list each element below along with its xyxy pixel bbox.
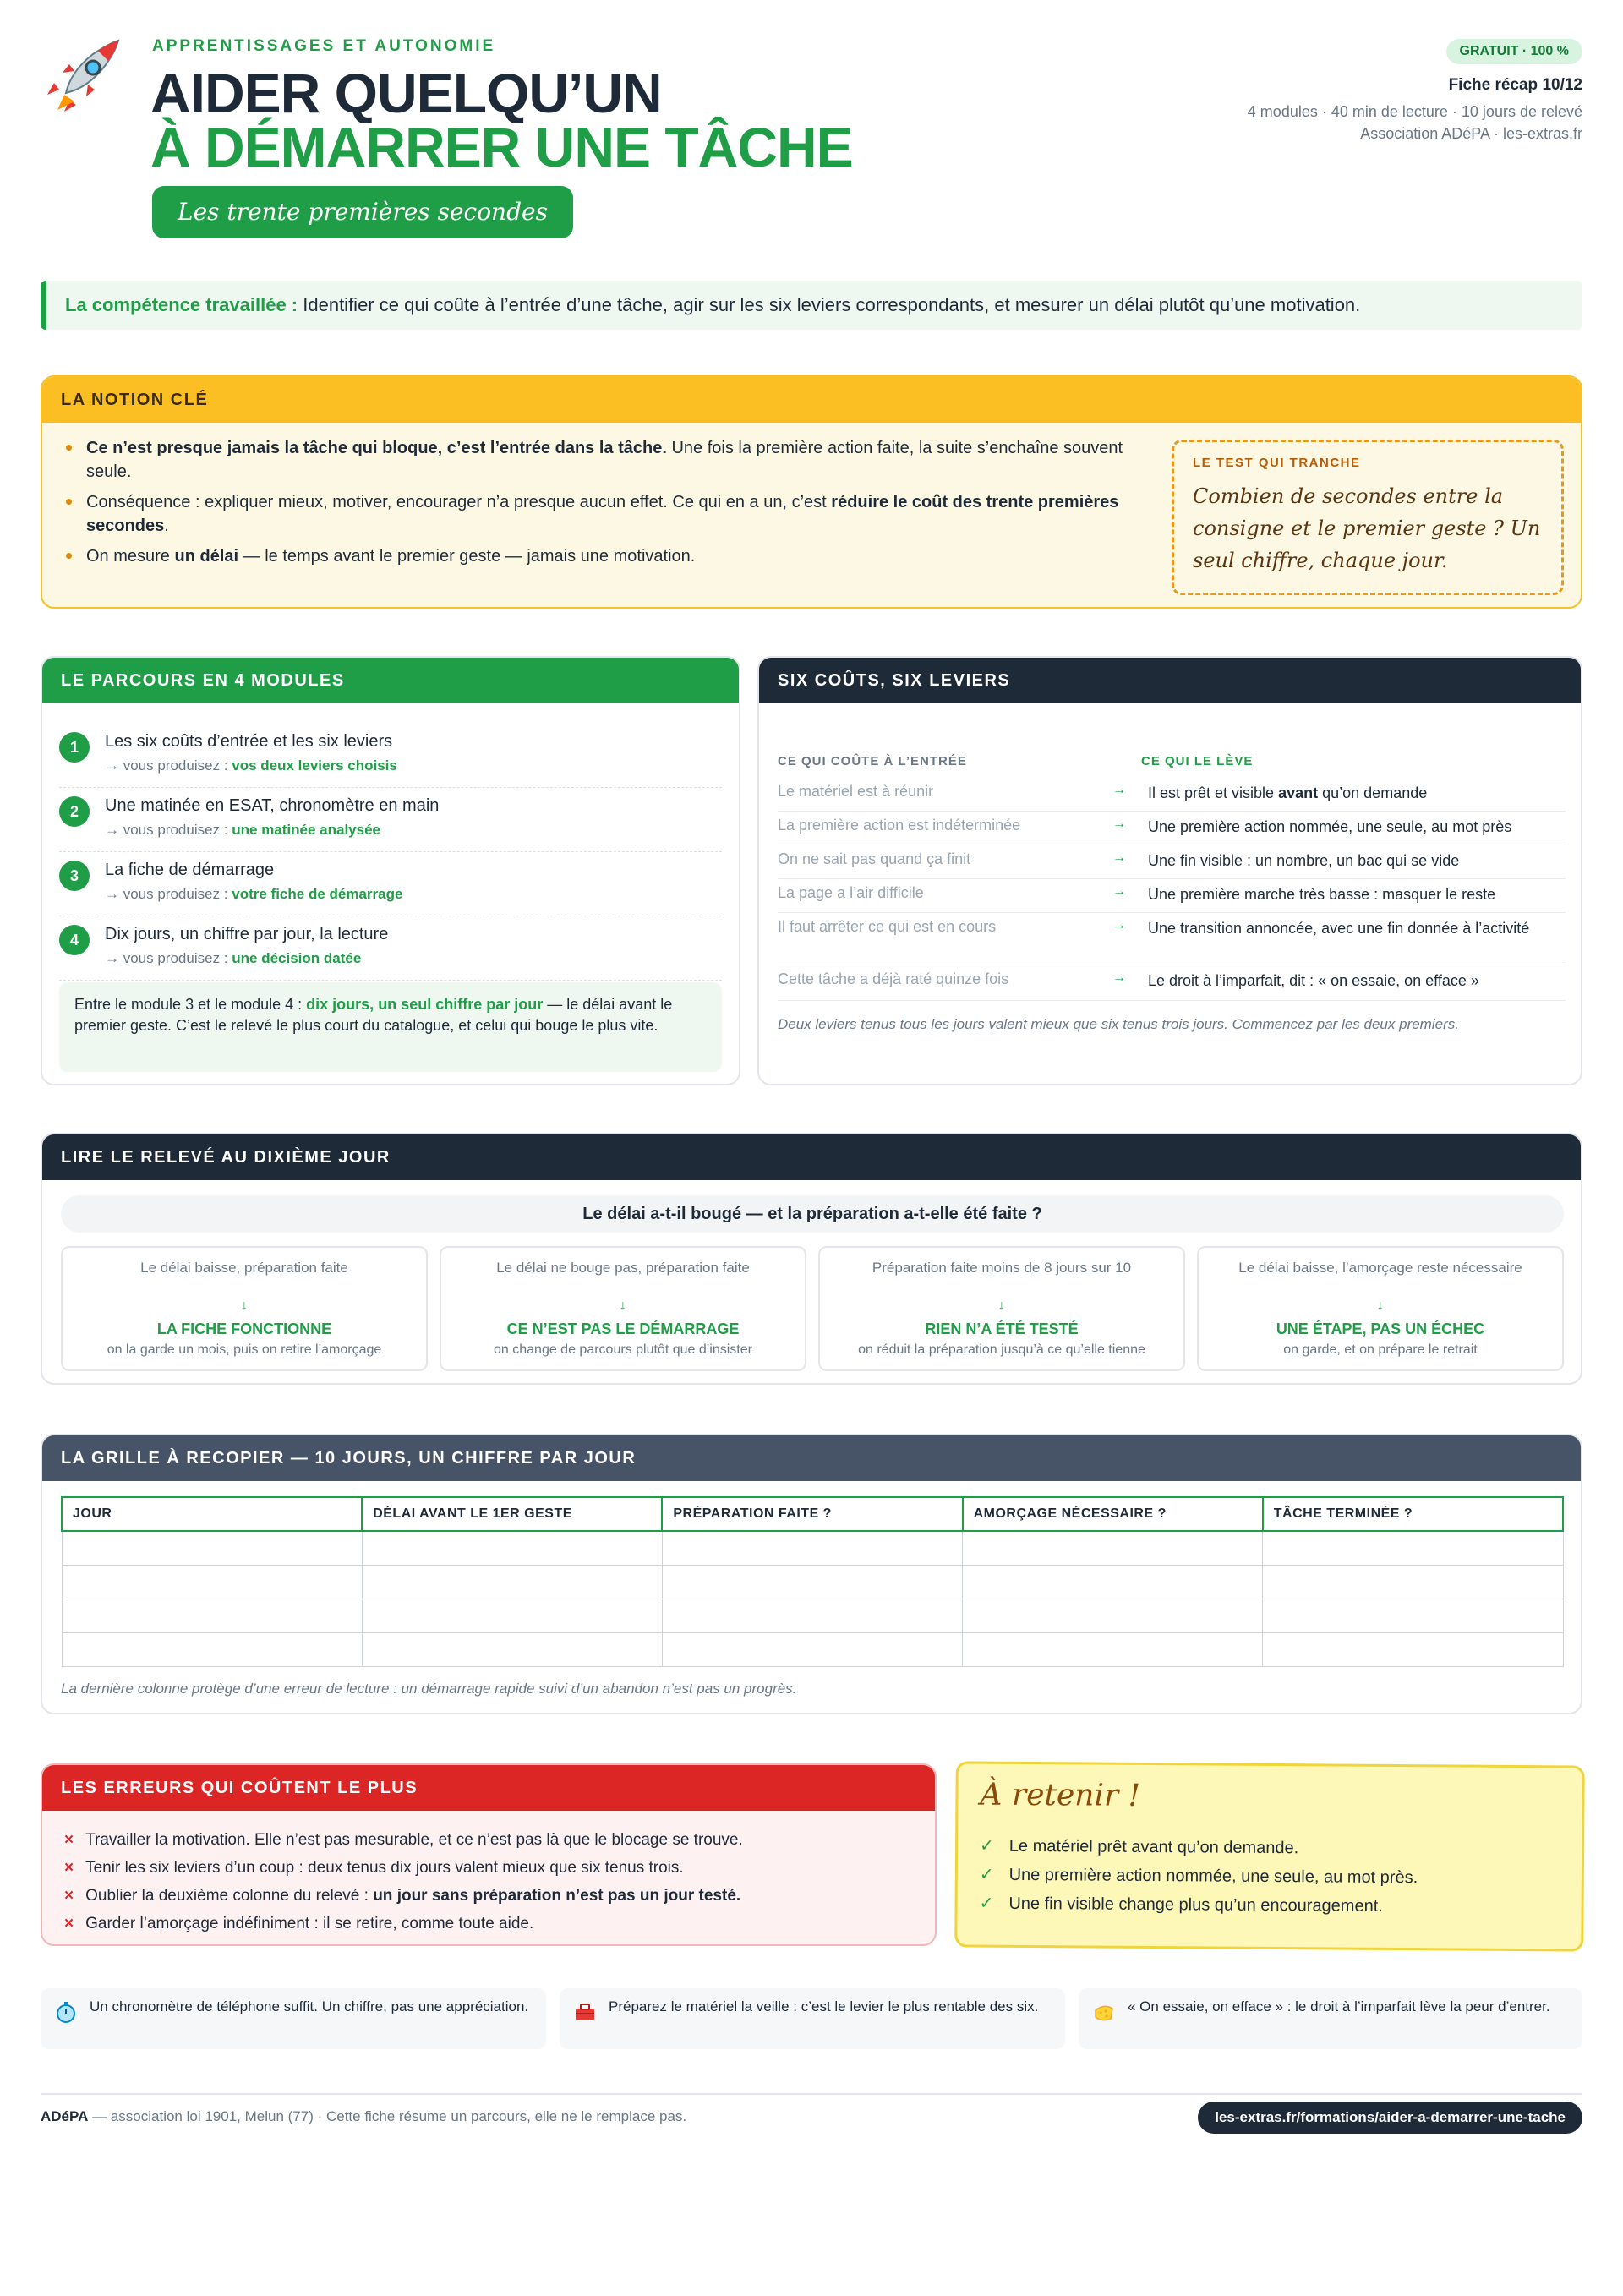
down-arrow-icon: ↓ <box>620 1298 626 1313</box>
kicker: APPRENTISSAGES ET AUTONOMIE <box>152 37 496 55</box>
module-output-prefix: → vous produisez : <box>105 757 228 774</box>
arrow-icon: → <box>1112 884 1126 899</box>
table-cell <box>1263 1599 1563 1632</box>
module-output <box>105 950 361 967</box>
module-output-value: une matinée analysée <box>232 822 381 838</box>
note-bold: dix jours, un seul chiffre par jour <box>306 996 544 1013</box>
retenir-title: À retenir ! <box>980 1777 1141 1813</box>
toolbox-icon <box>573 2000 597 2024</box>
free-badge: GRATUIT · 100 % <box>1446 39 1583 64</box>
notion-bullet-end: . <box>164 517 169 535</box>
rocket-icon <box>41 34 125 118</box>
table-cell <box>362 1565 662 1599</box>
retenir-text: Le matériel prêt avant qu’on demande. <box>1008 1836 1299 1858</box>
table-cell <box>662 1632 962 1666</box>
sponge-icon <box>1092 2000 1116 2024</box>
cost-text: La page a l’air difficile <box>778 884 924 901</box>
cross-icon: × <box>64 1859 74 1877</box>
table-cell <box>662 1565 962 1599</box>
outcome-case <box>1197 1246 1564 1371</box>
retenir-text: Une première action nommée, une seule, au mot près. <box>1008 1865 1418 1888</box>
cross-icon: × <box>64 1915 74 1932</box>
cost-text: On ne sait pas quand ça finit <box>778 850 971 867</box>
module-output-prefix: → vous produisez : <box>105 950 228 966</box>
column-header: DÉLAI AVANT LE 1ER GESTE <box>362 1497 662 1531</box>
col-header-cost: CE QUI COÛTE À L’ENTRÉE <box>778 754 967 768</box>
grille-footnote: La dernière colonne protège d’une erreur de lecture : un démarrage rapide suivi d’un abandon n’est pas un progrès. <box>61 1681 797 1697</box>
cross-icon: × <box>64 1831 74 1849</box>
note-text: Entre le module 3 et le module 4 : <box>74 996 303 1013</box>
module-output <box>105 886 402 903</box>
lever-text: Une fin visible : un nombre, un bac qui se vide <box>1148 852 1460 869</box>
notion-bullet-bold: réduire le coût des trente premières secondes <box>86 493 1119 535</box>
notion-bullet <box>63 490 1161 538</box>
error-item <box>64 1910 743 1938</box>
parcours-card <box>41 656 740 1085</box>
error-text: Tenir les six leviers d’un coup : deux tenus dix jours valent mieux que six tenus trois. <box>85 1859 684 1877</box>
case-verdict: CE N’EST PAS LE DÉMARRAGE <box>506 1320 740 1337</box>
erreurs-title: LES ERREURS QUI COÛTENT LE PLUS <box>42 1765 935 1811</box>
six-footnote: Deux leviers tenus tous les jours valent mieux que six tenus trois jours. Commencez par les deux premiers. <box>778 1016 1459 1032</box>
notion-bullet-text: — le temps avant le premier geste — jamais une motivation. <box>243 547 696 566</box>
notion-card <box>41 375 1582 609</box>
lever-row <box>778 970 1566 1001</box>
table-cell <box>963 1599 1263 1632</box>
competence-banner <box>41 281 1582 330</box>
lire-question: Le délai a-t-il bougé — et la préparation a-t-elle été faite ? <box>61 1195 1564 1233</box>
table-row <box>62 1565 1563 1599</box>
case-condition: Préparation faite moins de 8 jours sur 10 <box>872 1260 1132 1276</box>
six-leviers-card <box>757 656 1582 1085</box>
column-header: AMORÇAGE NÉCESSAIRE ? <box>963 1497 1263 1531</box>
cost-text: Il faut arrêter ce qui est en cours <box>778 918 997 935</box>
lire-card <box>41 1133 1582 1385</box>
arrow-icon: → <box>1112 817 1126 831</box>
module-title: La fiche de démarrage <box>105 861 275 879</box>
lever-row <box>778 884 1566 913</box>
check-icon: ✓ <box>979 1894 994 1913</box>
error-text: Garder l’amorçage indéfiniment : il se retire, comme toute aide. <box>85 1915 534 1932</box>
outcome-case <box>440 1246 806 1371</box>
case-verdict: UNE ÉTAPE, PAS UN ÉCHEC <box>1276 1320 1485 1337</box>
lever-text: Une transition annoncée, avec une fin donnée à l’activité <box>1148 920 1530 937</box>
notion-bullet-text: Conséquence : expliquer mieux, motiver, encourager n’a presque aucun effet. Ce qui en a un, c’est <box>86 493 827 511</box>
grille-title: LA GRILLE À RECOPIER — 10 JOURS, UN CHIFFRE PAR JOUR <box>42 1435 1581 1481</box>
page-title-line2: À DÉMARRER UNE TÂCHE <box>150 116 853 178</box>
lever-text <box>1148 783 1566 803</box>
tip-text: « On essaie, on efface » : le droit à l’imparfait lève la peur d’entrer. <box>1128 1998 1550 2014</box>
lever-row <box>778 850 1566 879</box>
retenir-item <box>980 1861 1418 1893</box>
meta-line-2: Association ADéPA · les-extras.fr <box>1360 125 1582 142</box>
competence-text: Identifier ce qui coûte à l’entrée d’une tâche, agir sur les six leviers correspondants, et mesurer un délai plutôt qu’une motivation. <box>303 294 1361 315</box>
error-item <box>64 1826 743 1854</box>
meta-line-1: 4 modules · 40 min de lecture · 10 jours de relevé <box>1247 103 1582 120</box>
erreurs-card <box>41 1763 937 1946</box>
module-output <box>105 822 380 839</box>
error-text-bold: un jour sans préparation n’est pas un jour testé. <box>373 1887 741 1905</box>
case-action: on la garde un mois, puis on retire l’amorçage <box>107 1342 382 1357</box>
module-number: 3 <box>59 861 90 891</box>
case-verdict: RIEN N’A ÉTÉ TESTÉ <box>925 1320 1079 1337</box>
notion-bullet-text: On mesure <box>86 547 170 566</box>
outcome-case <box>818 1246 1185 1371</box>
case-condition: Le délai baisse, préparation faite <box>140 1260 348 1276</box>
notion-bullet-bold: un délai <box>174 547 239 566</box>
notion-title: LA NOTION CLÉ <box>42 377 1581 423</box>
module-item <box>59 854 722 916</box>
tip-text: Préparez le matériel la veille : c’est le levier le plus rentable des six. <box>609 1998 1039 2014</box>
lire-title: LIRE LE RELEVÉ AU DIXIÈME JOUR <box>42 1134 1581 1180</box>
table-cell <box>362 1599 662 1632</box>
subtitle-pill: Les trente premières secondes <box>152 186 573 238</box>
module-output-value: votre fiche de démarrage <box>232 886 403 902</box>
fiche-number: Fiche récap 10/12 <box>1448 76 1582 94</box>
column-header: JOUR <box>62 1497 362 1531</box>
case-condition: Le délai ne bouge pas, préparation faite <box>496 1260 750 1276</box>
module-item <box>59 790 722 852</box>
table-row <box>62 1632 1563 1666</box>
module-item <box>59 725 722 788</box>
table-row <box>62 1599 1563 1632</box>
arrow-icon: → <box>1112 783 1126 797</box>
cost-text: Cette tâche a déjà raté quinze fois <box>778 970 1009 987</box>
grille-table <box>61 1496 1564 1667</box>
module-item <box>59 918 722 981</box>
lever-text: Le droit à l’imparfait, dit : « on essaie, on efface » <box>1148 972 1479 989</box>
notion-bullet <box>63 436 1161 484</box>
outcome-case <box>61 1246 428 1371</box>
lever-text: Une première action nommée, une seule, au mot près <box>1148 818 1512 835</box>
table-cell <box>1263 1632 1563 1666</box>
test-label: LE TEST QUI TRANCHE <box>1193 456 1361 470</box>
competence-label: La compétence travaillée : <box>65 294 298 315</box>
test-question: Combien de secondes entre la consigne et le premier geste ? Un seul chiffre, chaque jour. <box>1193 484 1541 572</box>
table-cell <box>62 1632 362 1666</box>
notion-list <box>63 436 1161 575</box>
down-arrow-icon: ↓ <box>1377 1298 1384 1313</box>
tip-card <box>41 1988 546 2049</box>
error-item <box>64 1854 743 1882</box>
erreurs-list <box>64 1826 743 1938</box>
footer-url-link[interactable]: les-extras.fr/formations/aider-a-demarrer-une-tache <box>1198 2102 1582 2134</box>
module-output-prefix: → vous produisez : <box>105 886 228 902</box>
module-title: Dix jours, un chiffre par jour, la lecture <box>105 925 389 943</box>
table-cell <box>1263 1565 1563 1599</box>
table-cell <box>662 1599 962 1632</box>
column-header: PRÉPARATION FAITE ? <box>662 1497 962 1531</box>
module-title: Les six coûts d’entrée et les six leviers <box>105 732 393 751</box>
retenir-item <box>980 1832 1418 1864</box>
retenir-text: Une fin visible change plus qu’un encouragement. <box>1008 1894 1383 1916</box>
case-action: on change de parcours plutôt que d’insister <box>494 1342 752 1357</box>
footer-divider <box>41 2093 1582 2095</box>
footer-org: ADéPA <box>41 2108 89 2124</box>
table-header-row <box>62 1497 1563 1531</box>
module-number: 4 <box>59 925 90 955</box>
cost-text: Le matériel est à réunir <box>778 783 934 800</box>
down-arrow-icon: ↓ <box>998 1298 1005 1313</box>
notion-bullet <box>63 544 1161 568</box>
six-title: SIX COÛTS, SIX LEVIERS <box>759 658 1581 703</box>
table-cell <box>963 1632 1263 1666</box>
table-cell <box>362 1632 662 1666</box>
table-cell <box>1263 1531 1563 1565</box>
module-output-prefix: → vous produisez : <box>105 822 228 838</box>
table-row <box>62 1531 1563 1565</box>
table-cell <box>62 1531 362 1565</box>
tip-card <box>560 1988 1065 2049</box>
check-icon: ✓ <box>980 1836 994 1856</box>
note-text: — le délai avant le premier geste. C’est le relevé le plus court du catalogue, et celui qui bouge le plus vite. <box>74 996 673 1034</box>
arrow-icon: → <box>1112 918 1126 932</box>
module-output-value: vos deux leviers choisis <box>232 757 397 774</box>
test-box <box>1172 440 1564 595</box>
lever-text-a: Il est prêt et visible <box>1148 784 1275 801</box>
case-action: on garde, et on prépare le retrait <box>1283 1342 1478 1357</box>
grille-card <box>41 1434 1582 1714</box>
notion-bullet-text: Une fois la première action faite, la suite s’enchaîne souvent seule. <box>86 439 1123 481</box>
notion-bullet-bold: Ce n’est presque jamais la tâche qui bloque, c’est l’entrée dans la tâche. <box>86 439 667 457</box>
table-cell <box>62 1599 362 1632</box>
col-header-lever: CE QUI LE LÈVE <box>1141 754 1254 768</box>
cross-icon: × <box>64 1887 74 1905</box>
arrow-icon: → <box>1112 970 1126 985</box>
module-number: 2 <box>59 796 90 827</box>
footer-note: — association loi 1901, Melun (77) · Cette fiche résume un parcours, elle ne le remplace pas. <box>92 2108 687 2124</box>
error-text: Travailler la motivation. Elle n’est pas mesurable, et ce n’est pas là que le blocage se trouve. <box>85 1831 743 1849</box>
case-action: on réduit la préparation jusqu’à ce qu’elle tienne <box>858 1342 1145 1357</box>
module-output-value: une décision datée <box>232 950 362 966</box>
stopwatch-icon <box>54 2000 78 2024</box>
lever-row <box>778 783 1566 812</box>
table-cell <box>362 1531 662 1565</box>
down-arrow-icon: ↓ <box>241 1298 248 1313</box>
column-header: TÂCHE TERMINÉE ? <box>1263 1497 1563 1531</box>
table-cell <box>963 1531 1263 1565</box>
case-verdict: LA FICHE FONCTIONNE <box>156 1320 332 1337</box>
lever-row <box>778 918 1566 965</box>
lever-row <box>778 817 1566 845</box>
retenir-note <box>954 1761 1585 1951</box>
error-item <box>64 1882 743 1910</box>
retenir-list <box>979 1832 1418 1922</box>
header-meta <box>1248 39 1582 144</box>
tip-text: Un chronomètre de téléphone suffit. Un chiffre, pas une appréciation. <box>90 1998 529 2014</box>
table-cell <box>662 1531 962 1565</box>
retenir-item <box>979 1889 1418 1922</box>
lever-text-bold: avant <box>1278 784 1319 801</box>
tip-card <box>1079 1988 1582 2049</box>
parcours-note <box>59 982 722 1072</box>
parcours-title: LE PARCOURS EN 4 MODULES <box>42 658 739 703</box>
module-output <box>105 757 397 774</box>
table-cell <box>963 1565 1263 1599</box>
lever-text-c: qu’on demande <box>1322 784 1428 801</box>
check-icon: ✓ <box>979 1865 994 1884</box>
cost-text: La première action est indéterminée <box>778 817 1021 834</box>
lever-text: Une première marche très basse : masquer le reste <box>1148 886 1496 903</box>
header <box>41 34 1582 254</box>
table-cell <box>62 1565 362 1599</box>
footer-text <box>41 2108 686 2125</box>
arrow-icon: → <box>1112 850 1126 865</box>
error-text: Oublier la deuxième colonne du relevé : <box>85 1887 369 1905</box>
module-number: 1 <box>59 732 90 763</box>
case-condition: Le délai baisse, l’amorçage reste nécessaire <box>1238 1260 1522 1276</box>
module-title: Une matinée en ESAT, chronomètre en main <box>105 796 440 815</box>
page-title-line1: AIDER QUELQU’UN <box>150 62 662 124</box>
